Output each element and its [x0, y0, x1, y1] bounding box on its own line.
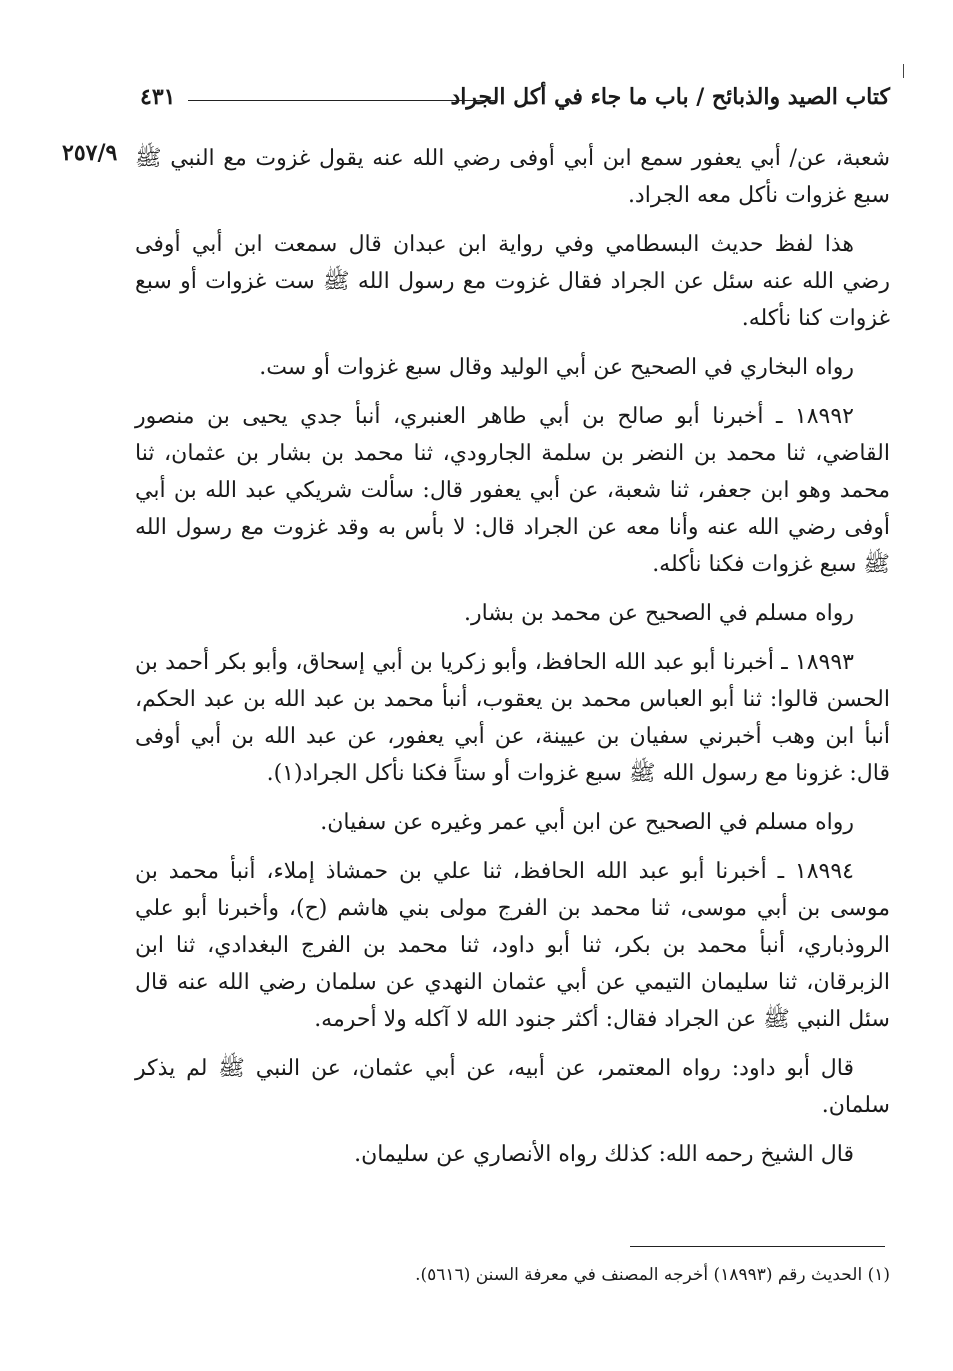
- margin-reference: ٢٥٧/٩: [62, 140, 118, 166]
- page-number: ٤٣١: [140, 84, 176, 110]
- footnote: (١) الحديث رقم (١٨٩٩٣) أخرجه المصنف في معرفة السنن (٥٦١٦).: [415, 1265, 890, 1285]
- paragraph: شعبة، عن/ أبي يعفور سمع ابن أبي أوفى رضي الله عنه يقول غزوت مع النبي ﷺ سبع غزوات نأكل معه الجراد.: [135, 146, 890, 208]
- hadith-paragraph: ١٨٩٩٤ ـ أخبرنا أبو عبد الله الحافظ، ثنا علي بن حمشاذ إملاء، أنبأ محمد بن موسى بن أبي موسى، ثنا محمد بن الفرج مولى بني هاشم (ح)، وأخبرنا أبو علي الروذباري، أنبأ محمد بن بكر، ثنا أبو داود، ثنا محمد بن الفرج البغدادي، ثنا ابن الزبرقان، ثنا سليمان التيمي عن أبي عثمان النهدي عن سلمان رضي الله عنه قال سئل النبي ﷺ عن الجراد فقال: أكثر جنود الله لا آكله ولا أحرمه.: [135, 859, 890, 1032]
- main-text: [135, 140, 890, 1185]
- edge-mark: [903, 64, 904, 78]
- paragraph: رواه مسلم في الصحيح عن ابن أبي عمر وغيره عن سفيان.: [320, 810, 854, 835]
- paragraph: هذا لفظ حديث البسطامي وفي رواية ابن عبدان قال سمعت ابن أبي أوفى رضي الله عنه سئل عن الجراد فقال غزوت مع رسول الله ﷺ ست غزوات أو سبع غزوات كنا نأكله.: [135, 232, 890, 331]
- paragraph: رواه البخاري في الصحيح عن أبي الوليد وقال سبع غزوات أو ست.: [259, 355, 854, 380]
- paragraph: قال أبو داود: رواه المعتمر، عن أبيه، عن أبي عثمان، عن النبي ﷺ لم يذكر سلمان.: [135, 1056, 890, 1118]
- running-header: [140, 82, 890, 118]
- header-rule: [188, 100, 495, 101]
- paragraph: رواه مسلم في الصحيح عن محمد بن بشار.: [463, 601, 854, 626]
- paragraph: قال الشيخ رحمه الله: كذلك رواه الأنصاري عن سليمان.: [354, 1142, 854, 1167]
- hadith-paragraph: ١٨٩٩٣ ـ أخبرنا أبو عبد الله الحافظ، وأبو زكريا بن أبي إسحاق، وأبو بكر أحمد بن الحسن قالوا: ثنا أبو العباس محمد بن يعقوب، أنبأ محمد بن عبد الله بن عبد الحكم، أنبأ ابن وهب أخبرني سفيان بن عيينة، عن أبي يعفور، عن عبد الله بن أبي أوفى قال: غزونا مع رسول الله ﷺ سبع غزوات أو ستاً فكنا نأكل الجراد(١).: [135, 650, 891, 786]
- hadith-paragraph: ١٨٩٩٢ ـ أخبرنا أبو صالح بن أبي طاهر العنبري، أنبأ جدي يحيى بن منصور القاضي، ثنا محمد بن النضر بن سلمة الجارودي، ثنا محمد بن بشار بن عثمان، ثنا محمد وهو ابن جعفر، ثنا شعبة، عن أبي يعفور قال: سألت شريكي عبد الله بن أبي أوفى رضي الله عنه وأنا معه عن الجراد قال: لا بأس به وقد غزوت مع رسول الله ﷺ سبع غزوات فكنا نأكله.: [135, 404, 890, 577]
- footnote-rule: [630, 1246, 885, 1247]
- chapter-title: كتاب الصيد والذبائح / باب ما جاء في أكل الجراد: [450, 84, 890, 110]
